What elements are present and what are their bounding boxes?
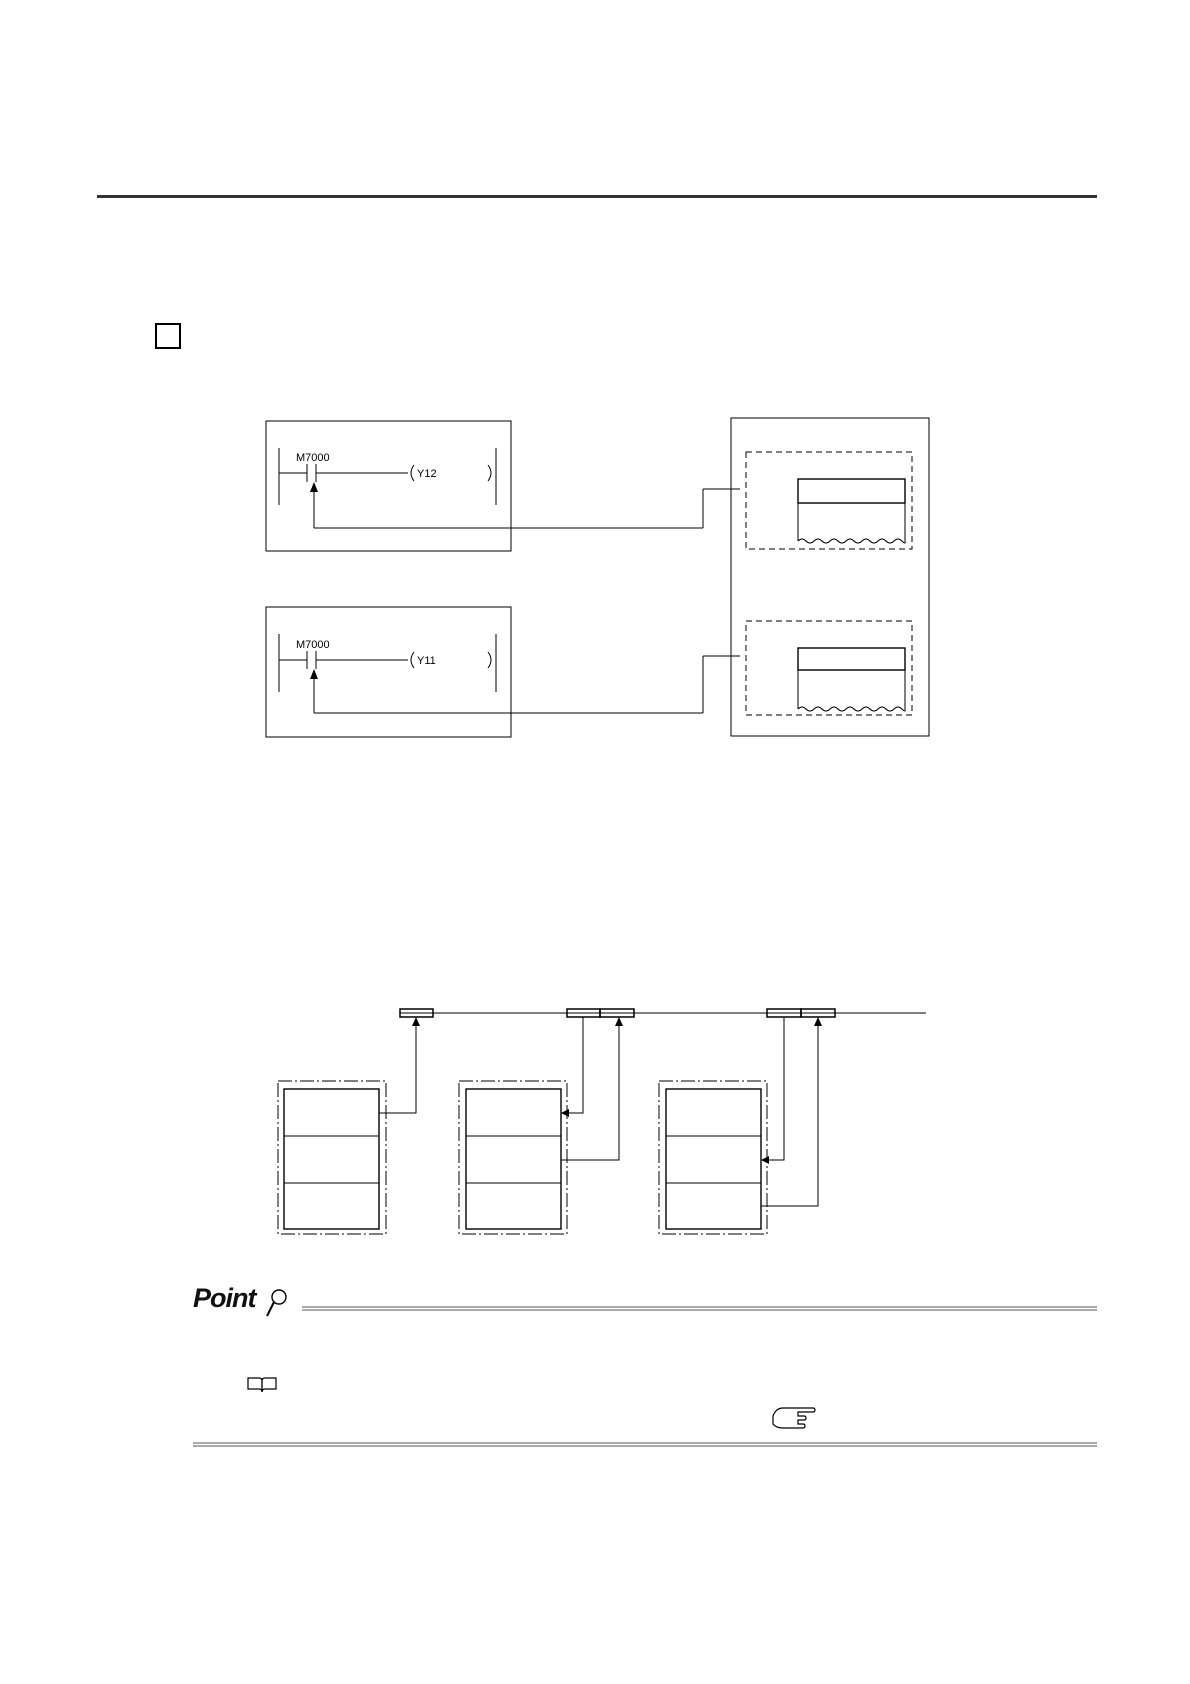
point-logo-text: Point xyxy=(193,1283,256,1313)
contact-label-1: M7000 xyxy=(296,452,330,464)
contact-label-2: M7000 xyxy=(296,639,330,651)
manual-book-icon xyxy=(248,1378,276,1392)
magnifier-icon xyxy=(267,1290,286,1316)
coil-label-2: Y11 xyxy=(417,655,436,667)
coil-label-1: Y12 xyxy=(417,468,437,480)
pointing-hand-icon xyxy=(773,1408,815,1428)
